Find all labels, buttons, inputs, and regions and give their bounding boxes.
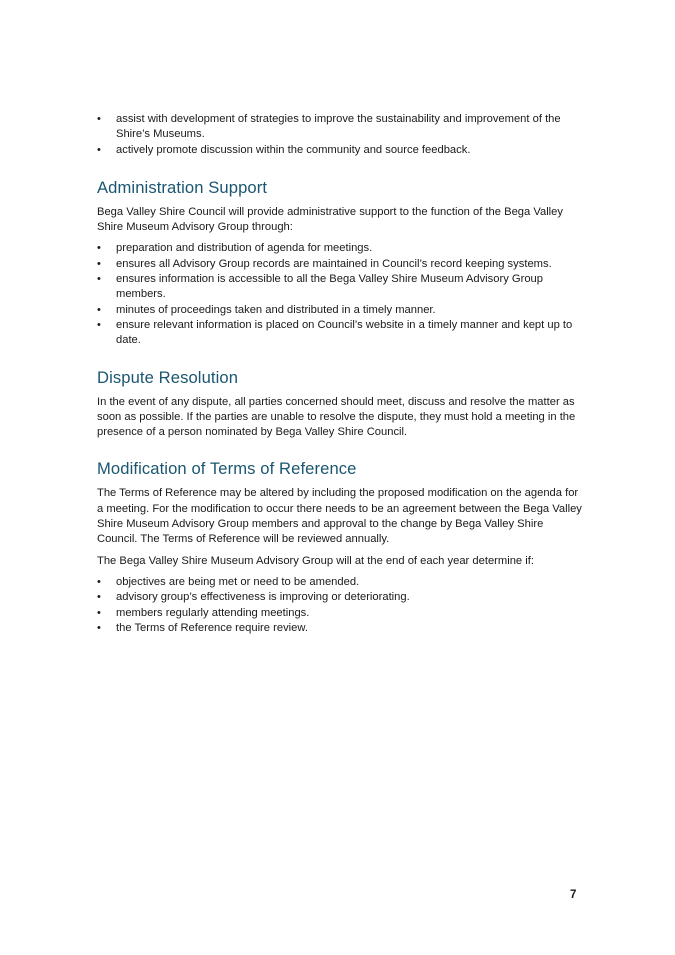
list-item-text: members regularly attending meetings. bbox=[116, 606, 310, 619]
bullet-icon: • bbox=[97, 273, 101, 286]
list-item-text: actively promote discussion within the community and source feedback. bbox=[116, 143, 471, 156]
modification-text-1: The Terms of Reference may be altered by including the proposed modification on the agenda for a meeting. For the modification to occur there needs to be an agreement between the Bega Valley Shire Museum Advisory Group members and approval to the change by Bega Valley Shire Council. The Terms of Reference will be reviewed annually. bbox=[97, 487, 582, 546]
bullet-icon: • bbox=[97, 257, 101, 270]
list-item-text: preparation and distribution of agenda for meetings. bbox=[116, 242, 373, 255]
list-item-text: ensures information is accessible to all the Bega Valley Shire Museum Advisory Group members. bbox=[116, 273, 543, 301]
modification-heading: Modification of Terms of Reference bbox=[97, 459, 357, 479]
list-item bbox=[97, 621, 582, 636]
list-item-text: minutes of proceedings taken and distributed in a timely manner. bbox=[116, 303, 436, 316]
list-item bbox=[97, 272, 582, 303]
list-item bbox=[97, 575, 582, 590]
dispute-heading: Dispute Resolution bbox=[97, 367, 239, 387]
list-item bbox=[97, 112, 582, 143]
dispute-text: In the event of any dispute, all parties concerned should meet, discuss and resolve the matter as soon as possible. If the parties are unable to resolve the dispute, they must hold a meeting in the presence of a person nominated by Bega Valley Shire Council. bbox=[97, 395, 576, 439]
bullet-icon: • bbox=[97, 113, 101, 125]
admin-heading: Administration Support bbox=[97, 177, 268, 197]
admin-bullet-list bbox=[97, 241, 582, 348]
list-item-text: objectives are being met or need to be amended. bbox=[116, 575, 360, 588]
list-item-text: ensure relevant information is placed on Council’s website in a timely manner and kept up to date. bbox=[116, 318, 573, 347]
bullet-icon: • bbox=[97, 621, 101, 634]
intro-bullet-list bbox=[97, 112, 582, 158]
list-item bbox=[97, 241, 582, 256]
list-item bbox=[97, 590, 582, 605]
list-item-text: ensures all Advisory Group records are maintained in Council’s record keeping systems. bbox=[116, 257, 552, 270]
list-item-text: advisory group’s effectiveness is improving or deteriorating. bbox=[116, 591, 410, 604]
bullet-icon: • bbox=[97, 143, 101, 156]
list-item bbox=[97, 606, 582, 621]
list-item-text: assist with development of strategies to improve the sustainability and improvement of the Shire’s Museums. bbox=[116, 113, 561, 141]
bullet-icon: • bbox=[97, 318, 101, 331]
modification-text-2: The Bega Valley Shire Museum Advisory Group will at the end of each year determine if: bbox=[97, 554, 534, 567]
page-number: 7 bbox=[570, 889, 577, 901]
list-item bbox=[97, 318, 582, 349]
bullet-icon: • bbox=[97, 303, 101, 316]
bullet-icon: • bbox=[97, 575, 101, 588]
bullet-icon: • bbox=[97, 606, 101, 619]
list-item bbox=[97, 257, 582, 272]
bullet-icon: • bbox=[97, 591, 101, 604]
modification-bullet-list bbox=[97, 575, 582, 636]
page-content bbox=[97, 112, 582, 636]
admin-intro: Bega Valley Shire Council will provide administrative support to the function of the Bega Valley Shire Museum Advisory Group through: bbox=[97, 205, 563, 234]
list-item-text: the Terms of Reference require review. bbox=[116, 621, 308, 634]
list-item bbox=[97, 303, 582, 318]
bullet-icon: • bbox=[97, 242, 101, 255]
list-item bbox=[97, 143, 582, 158]
